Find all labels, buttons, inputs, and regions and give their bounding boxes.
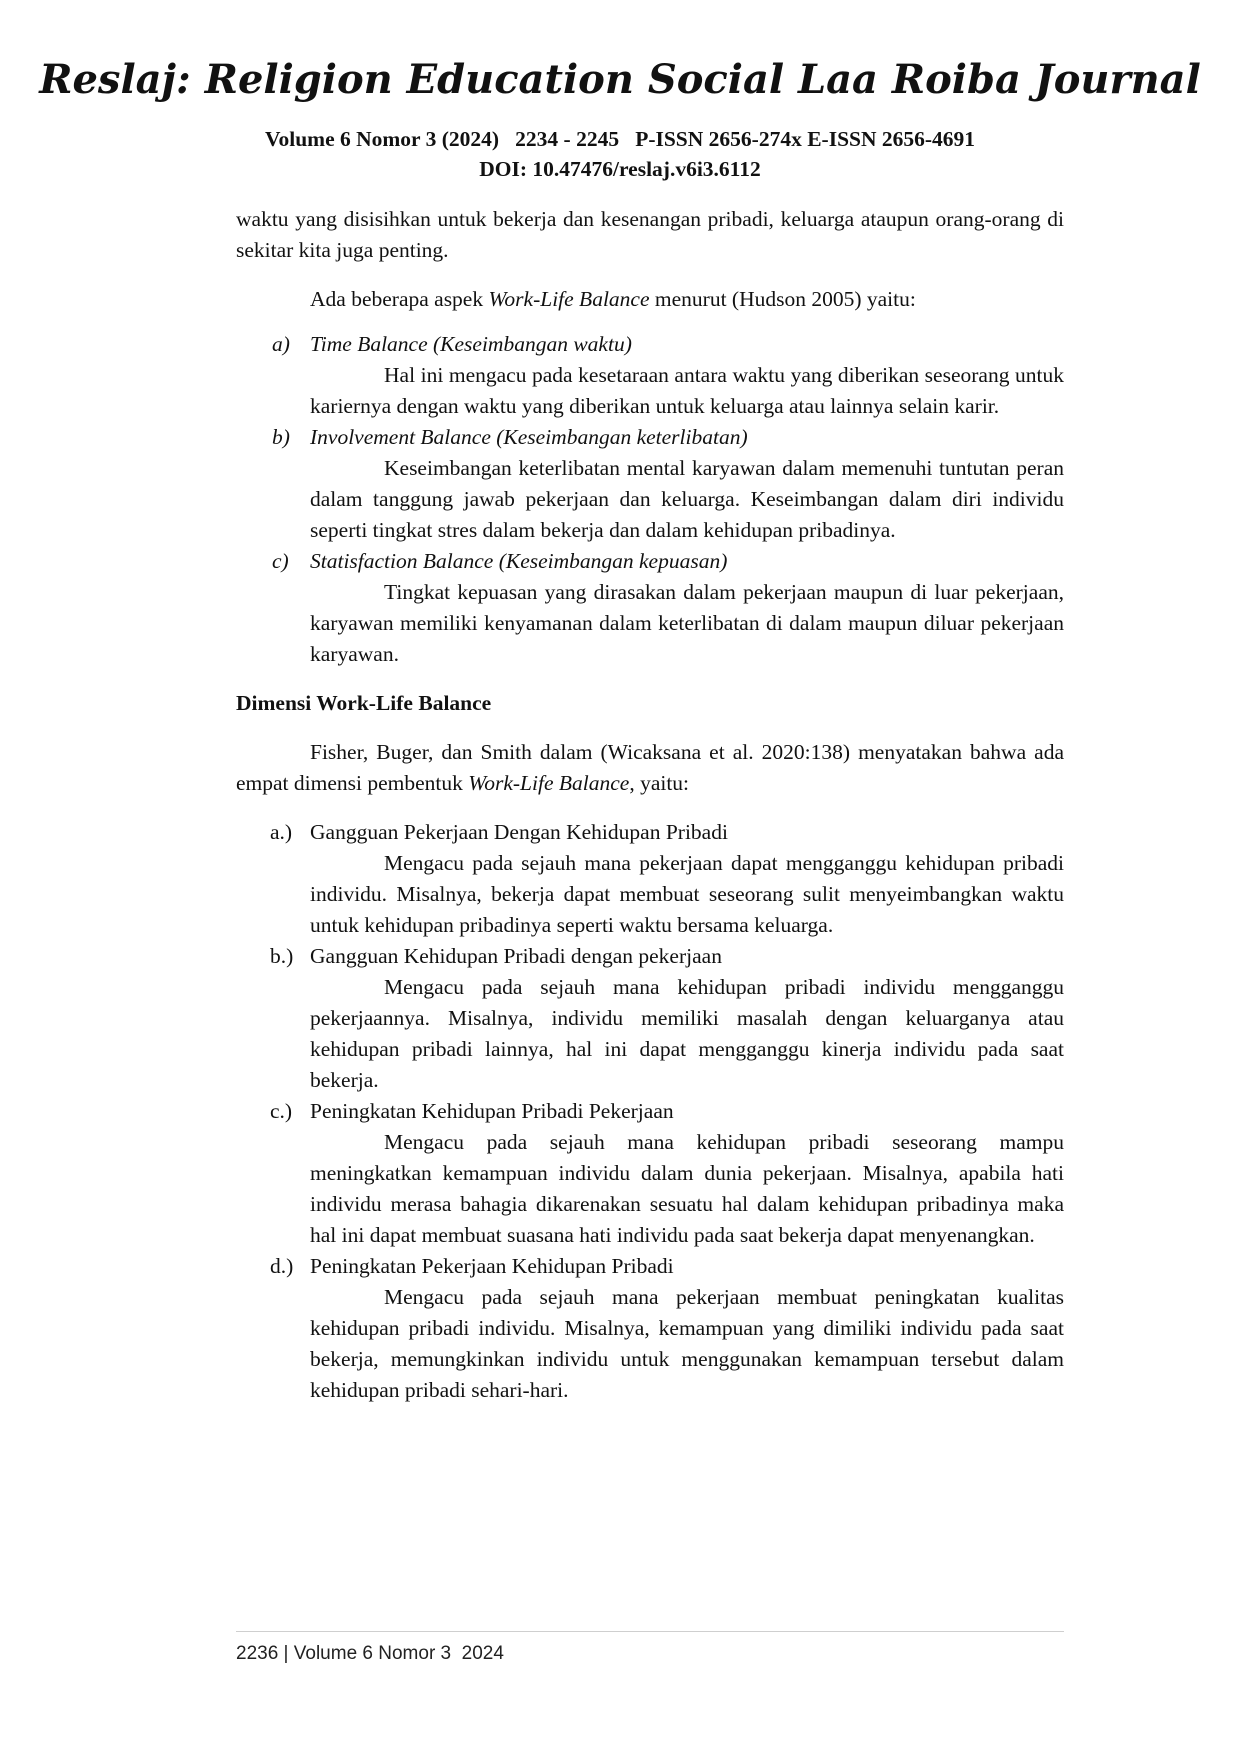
aspect-description: Tingkat kepuasan yang dirasakan dalam pekerjaan maupun di luar pekerjaan, karyawan memiliki kenyamanan dalam keterlibatan di dalam maupun diluar pekerjaan karyawan. [310, 580, 1064, 666]
list-item [236, 422, 1064, 546]
dimension-description: Mengacu pada sejauh mana kehidupan pribadi individu mengganggu pekerjaannya. Misalnya, individu memiliki masalah dengan keluarganya atau kehidupan pribadi lainnya, hal ini dapat mengganggu kinerja individu pada saat bekerja. [310, 975, 1064, 1092]
list-item [236, 1096, 1064, 1251]
aspects-list [236, 329, 1064, 670]
dimension-title: Peningkatan Kehidupan Pribadi Pekerjaan [310, 1099, 674, 1123]
section-heading: Dimensi Work-Life Balance [236, 691, 492, 715]
dimension-description: Mengacu pada sejauh mana pekerjaan membuat peningkatan kualitas kehidupan pribadi individu. Misalnya, kemampuan yang dimiliki individu pada saat bekerja, memungkinkan individu untuk menggunakan kemampuan tersebut dalam kehidupan pribadi sehari-hari. [310, 1285, 1064, 1402]
volume-issn-line: Volume 6 Nomor 3 (2024) 2234 - 2245 P-ISSN 2656-274x E-ISSN 2656-4691 [264, 127, 976, 151]
list-item [236, 1251, 1064, 1406]
list-item [236, 941, 1064, 1096]
aspects-intro-paragraph [236, 284, 1064, 315]
footer-page-info: 2236 | Volume 6 Nomor 3 2024 [236, 1643, 504, 1664]
list-marker: b.) [270, 944, 294, 968]
list-item [236, 817, 1064, 941]
list-marker: b) [272, 425, 290, 449]
continuation-paragraph: waktu yang disisihkan untuk bekerja dan kesenangan pribadi, keluarga ataupun orang-orang di sekitar kita juga penting. [236, 207, 1064, 262]
dimension-title: Gangguan Kehidupan Pribadi dengan pekerjaan [310, 944, 722, 968]
aspect-title: Involvement Balance (Keseimbangan keterlibatan) [310, 425, 748, 449]
intro-text-end: menurut (Hudson 2005) yaitu: [649, 287, 916, 311]
aspect-title: Time Balance (Keseimbangan waktu) [310, 332, 632, 356]
dimensions-intro-text: Fisher, Buger, dan Smith dalam (Wicaksana et al. 2020:138) menyatakan bahwa ada empat dimensi pembentuk [236, 740, 1064, 795]
article-body [236, 204, 1064, 1406]
header-meta [0, 124, 1240, 184]
dimension-description: Mengacu pada sejauh mana pekerjaan dapat mengganggu kehidupan pribadi individu. Misalnya, bekerja dapat membuat seseorang sulit menyeimbangkan waktu untuk kehidupan pribadinya seperti waktu bersama keluarga. [310, 851, 1064, 937]
dimensions-intro-text-end: , yaitu: [629, 771, 690, 795]
aspect-title: Statisfaction Balance (Keseimbangan kepuasan) [310, 549, 728, 573]
list-marker: a) [272, 332, 290, 356]
dimensions-intro-paragraph [236, 737, 1064, 799]
dimensions-intro-term: Work-Life Balance [468, 771, 630, 795]
list-item [236, 329, 1064, 422]
intro-term: Work-Life Balance [488, 287, 650, 311]
dimensions-list [236, 817, 1064, 1406]
list-marker: c) [272, 549, 289, 573]
dimension-title: Gangguan Pekerjaan Dengan Kehidupan Pribadi [310, 820, 728, 844]
list-marker: c.) [270, 1099, 293, 1123]
footer-divider [236, 1631, 1064, 1632]
list-item [236, 546, 1064, 670]
intro-text: Ada beberapa aspek [310, 287, 489, 311]
doi-line: DOI: 10.47476/reslaj.v6i3.6112 [479, 157, 761, 181]
journal-title: Reslaj: Religion Education Social Laa Roiba Journal [39, 56, 1201, 103]
aspect-description: Hal ini mengacu pada kesetaraan antara waktu yang diberikan seseorang untuk kariernya dengan waktu yang diberikan untuk keluarga atau lainnya selain karir. [310, 363, 1064, 418]
dimension-description: Mengacu pada sejauh mana kehidupan pribadi seseorang mampu meningkatkan kemampuan individu dalam dunia pekerjaan. Misalnya, apabila hati individu merasa bahagia dikarenakan sesuatu hal dalam kehidupan pribadinya maka hal ini dapat membuat suasana hati individu pada saat bekerja dapat menyenangkan. [310, 1130, 1064, 1247]
list-marker: d.) [270, 1254, 294, 1278]
dimension-title: Peningkatan Pekerjaan Kehidupan Pribadi [310, 1254, 674, 1278]
aspect-description: Keseimbangan keterlibatan mental karyawan dalam memenuhi tuntutan peran dalam tanggung jawab pekerjaan dan keluarga. Keseimbangan dalam diri individu seperti tingkat stres dalam bekerja dan dalam kehidupan pribadinya. [310, 456, 1064, 542]
list-marker: a.) [270, 820, 293, 844]
